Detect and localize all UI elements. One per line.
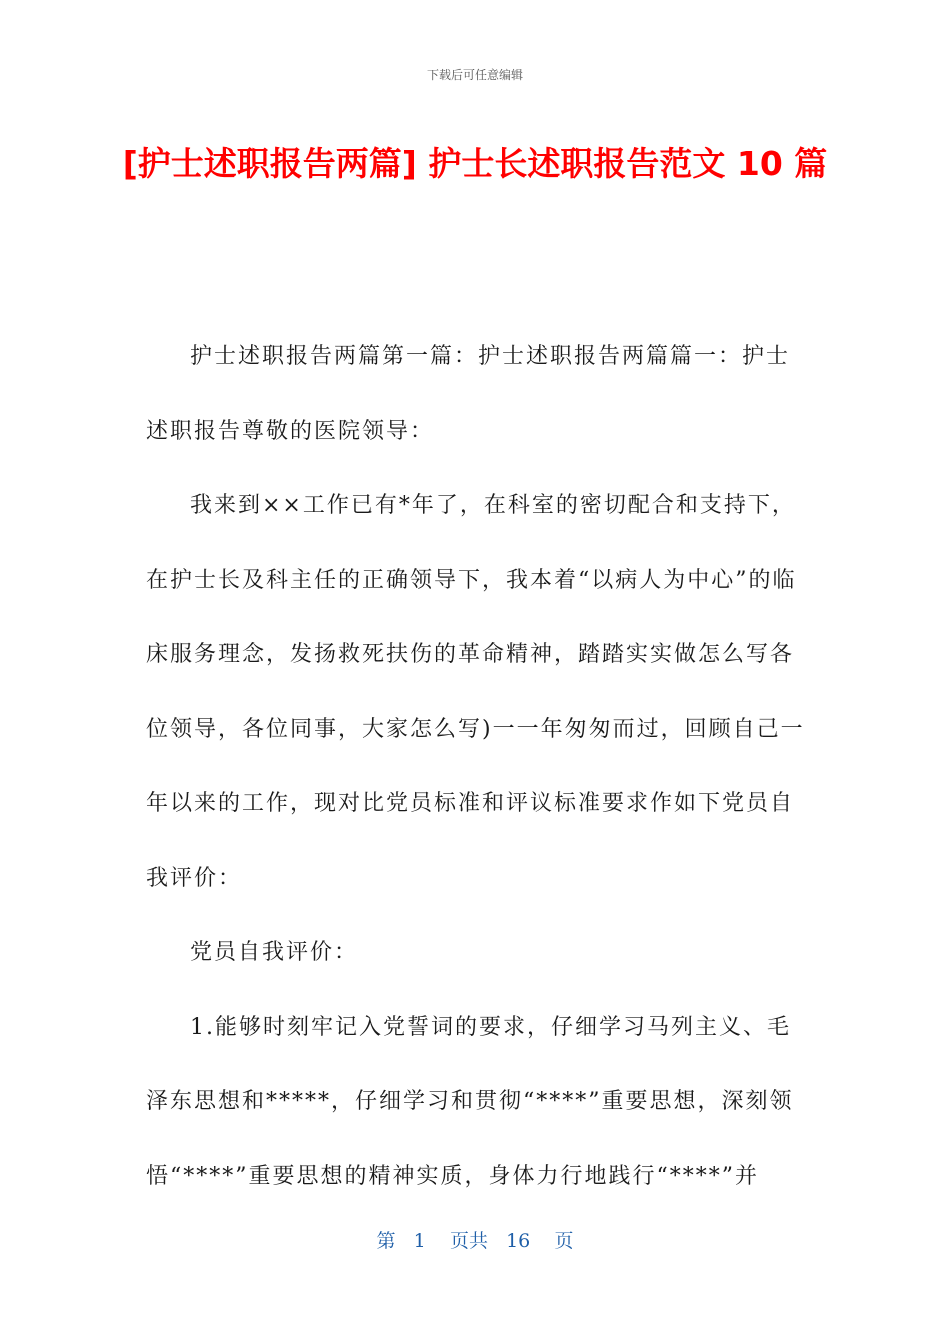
document-title: [护士述职报告两篇] 护士长述职报告范文 10 篇 <box>122 144 828 183</box>
total-pages-number: 16 <box>506 1230 531 1252</box>
total-label: 页共 <box>449 1230 488 1252</box>
paragraph: 党员自我评价： <box>190 940 359 965</box>
document-body <box>146 320 806 1214</box>
page-label: 第 <box>376 1230 396 1252</box>
paragraph: 我来到××工作已有*年了，在科室的密切配合和支持下，在护士长及科主任的正确领导下，我本着“以病人为中心”的临床服务理念，发扬救死扶伤的革命精神，踏踏实实做怎么写各位领导，各位同事，大家怎么写)一一年匆匆而过，回顾自己一年以来的工作，现对比党员标准和评议标准要求作如下党员自我评价： <box>146 493 805 891</box>
page-suffix: 页 <box>554 1230 574 1252</box>
paragraph: 1.能够时刻牢记入党誓词的要求，仔细学习马列主义、毛泽东思想和*****，仔细学习和贯彻“****”重要思想，深刻领悟“****”重要思想的精神实质，身体力行地践行“****”并 <box>146 1014 794 1189</box>
paragraph: 护士述职报告两篇第一篇：护士述职报告两篇篇一：护士述职报告尊敬的医院领导： <box>146 344 791 444</box>
header-note: 下载后可任意编辑 <box>426 68 523 82</box>
current-page-number: 1 <box>413 1230 426 1252</box>
page-footer <box>0 1226 950 1253</box>
